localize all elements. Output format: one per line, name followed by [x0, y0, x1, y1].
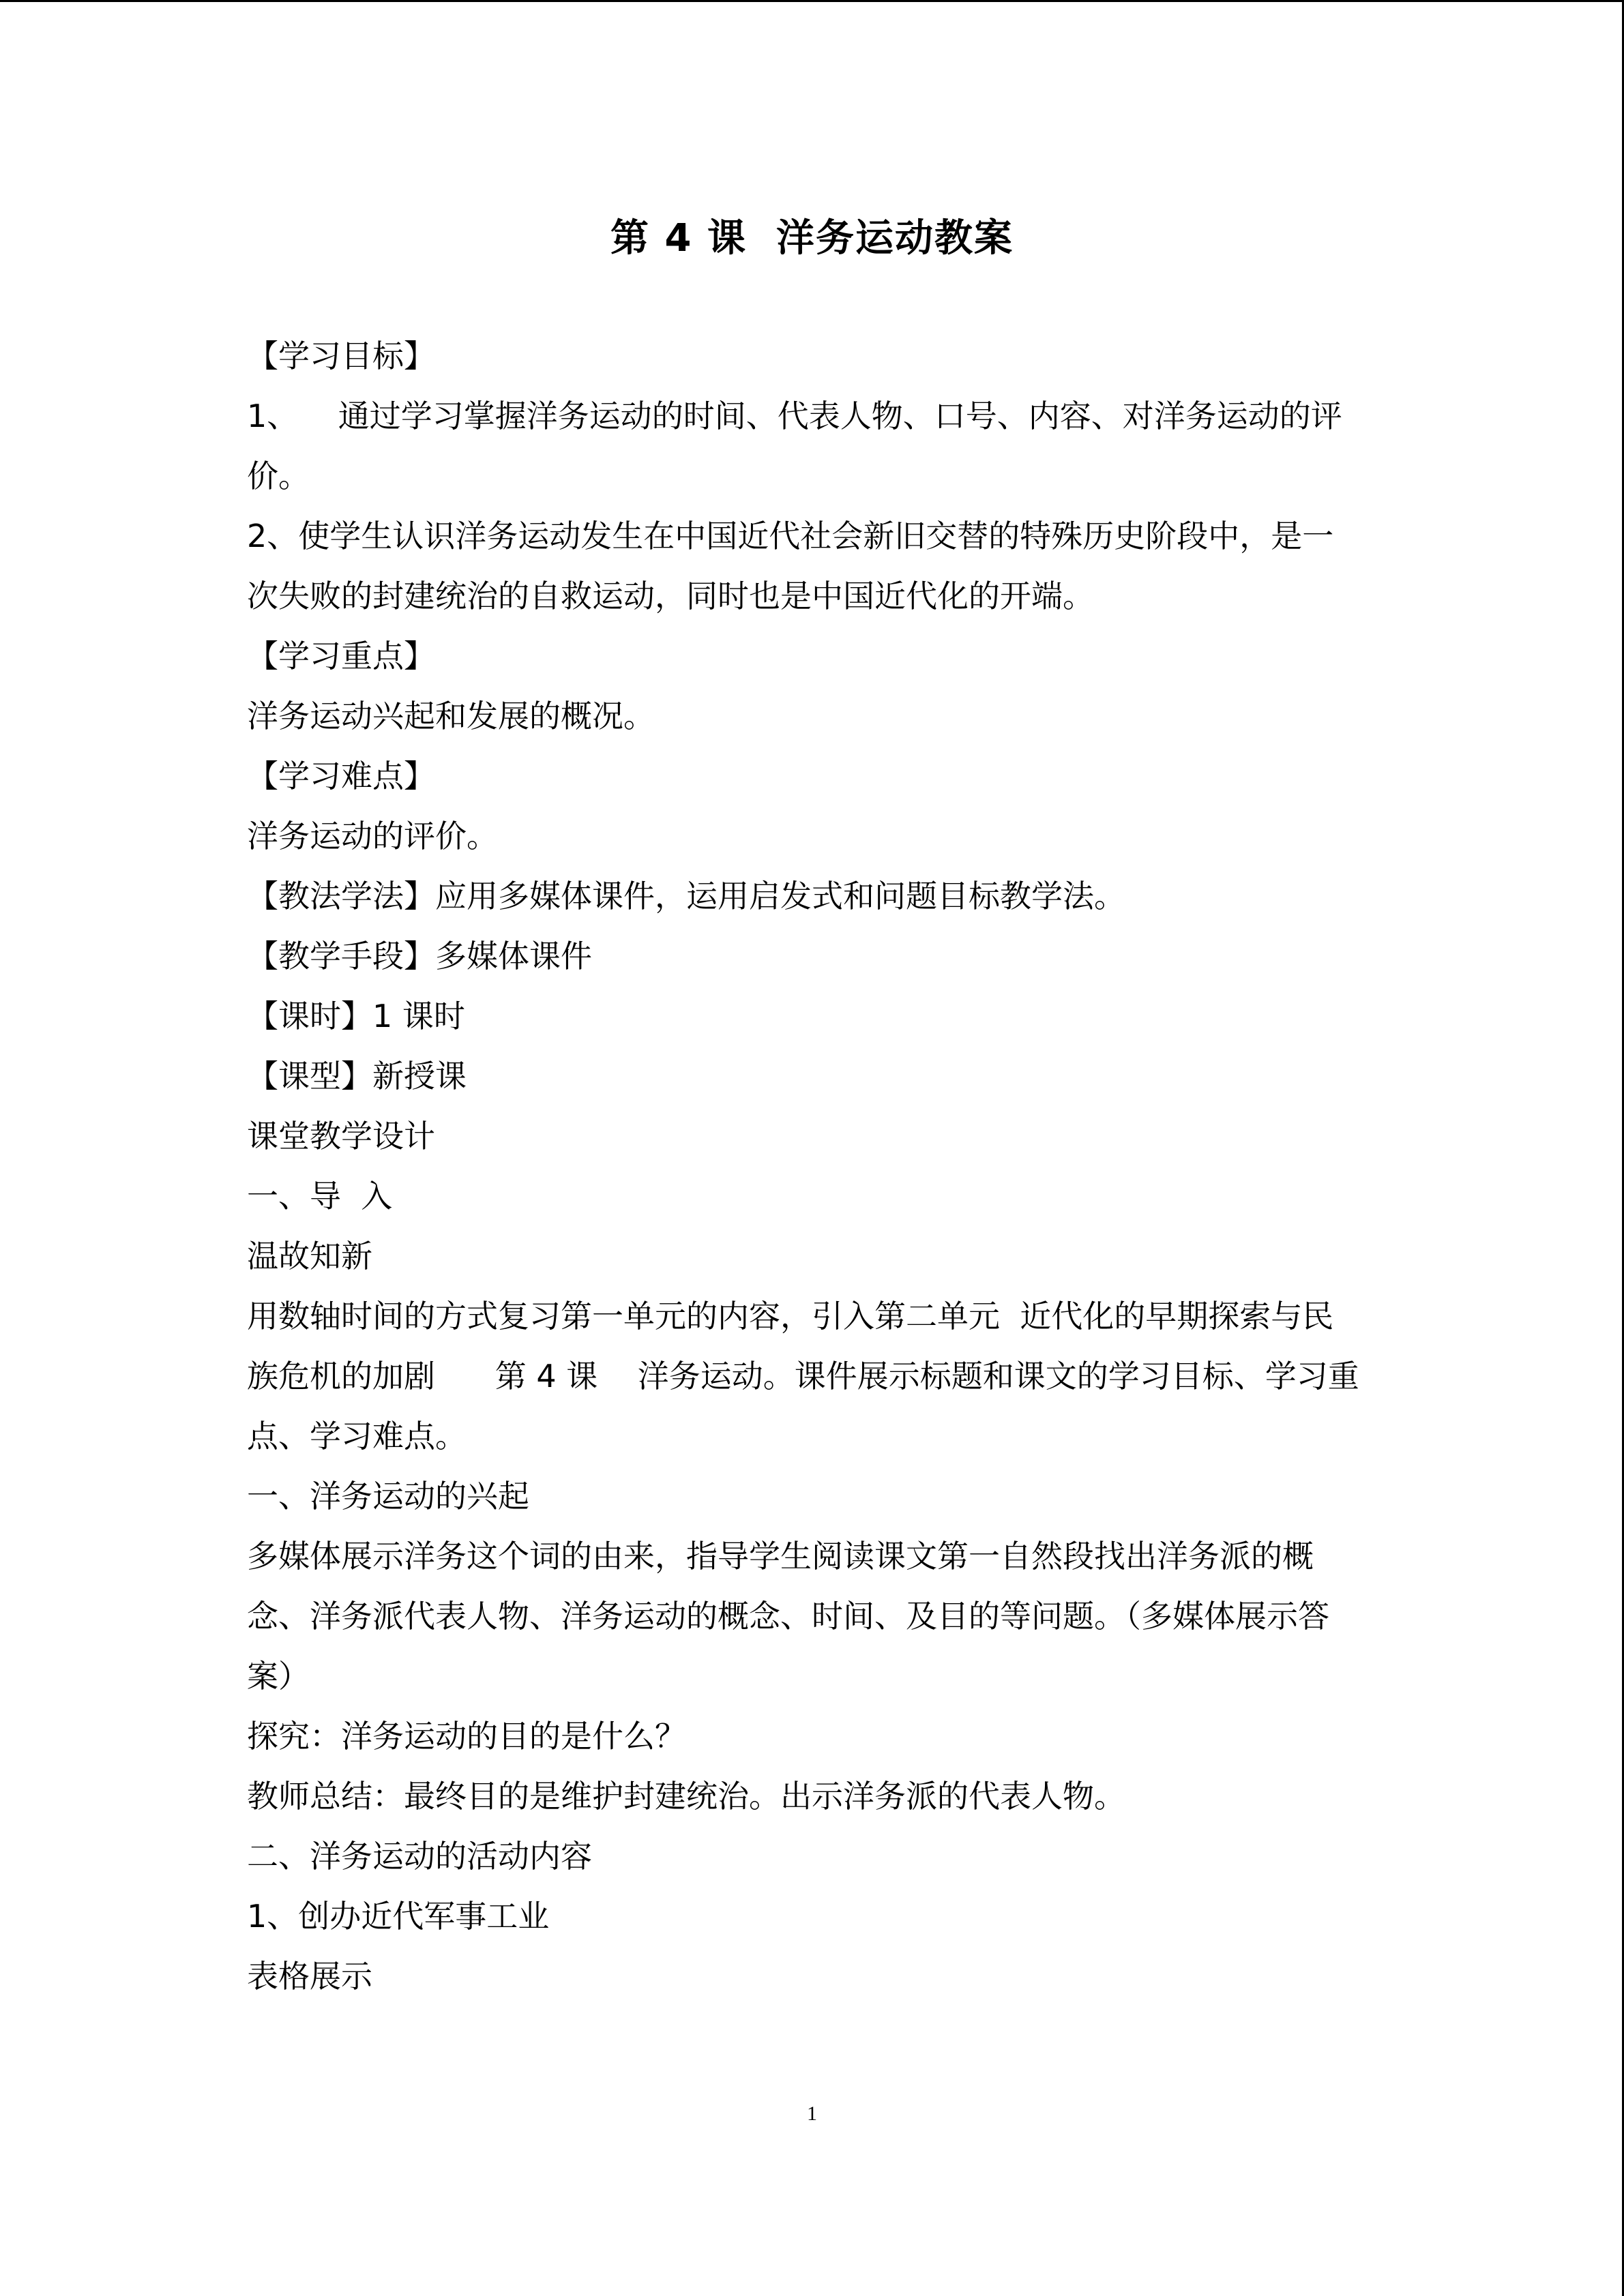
- paragraph-line: 价。: [247, 458, 310, 494]
- paragraph-line: 念、洋务派代表人物、洋务运动的概念、时间、及目的等问题。（多媒体展示答: [247, 1598, 1329, 1635]
- paragraph-line: 洋务运动兴起和发展的概况。: [247, 698, 655, 734]
- paragraph-line: 多媒体展示洋务这个词的由来，指导学生阅读课文第一自然段找出洋务派的概: [247, 1538, 1314, 1575]
- paragraph-line: 1、 通过学习掌握洋务运动的时间、代表人物、口号、内容、对洋务运动的评: [247, 398, 1342, 434]
- paragraph-line: 洋务运动的评价。: [247, 818, 498, 854]
- section-heading-lesson-type: 【课型】新授课: [247, 1058, 467, 1094]
- section-heading-rise: 一、洋务运动的兴起: [247, 1478, 529, 1515]
- section-heading-teaching-design: 课堂教学设计: [247, 1118, 435, 1154]
- section-heading-activities: 二、洋务运动的活动内容: [247, 1838, 592, 1875]
- paragraph-line: 温故知新: [247, 1238, 372, 1274]
- paragraph-line: 表格展示: [247, 1958, 372, 1995]
- paragraph-line: 教师总结：最终目的是维护封建统治。出示洋务派的代表人物。: [247, 1778, 1125, 1815]
- paragraph-line: 用数轴时间的方式复习第一单元的内容，引入第二单元 近代化的早期探索与民: [247, 1298, 1334, 1335]
- paragraph-line: 点、学习难点。: [247, 1418, 467, 1455]
- paragraph-line: 2、使学生认识洋务运动发生在中国近代社会新旧交替的特殊历史阶段中，是一: [247, 518, 1334, 554]
- document-body: [247, 326, 1379, 2006]
- page-top-border: [0, 0, 1624, 2]
- paragraph-line: 1、创办近代军事工业: [247, 1898, 550, 1935]
- paragraph-line: 族危机的加剧 第 4 课 洋务运动。课件展示标题和课文的学习目标、学习重: [247, 1358, 1359, 1395]
- page-number: 1: [807, 2102, 817, 2125]
- section-heading-introduction: 一、导 入: [247, 1178, 393, 1214]
- section-heading-difficulties: 【学习难点】: [247, 758, 435, 794]
- paragraph-line: 探究：洋务运动的目的是什么？: [247, 1718, 686, 1755]
- section-heading-key-points: 【学习重点】: [247, 638, 435, 674]
- section-heading-teaching-methods: 【教法学法】应用多媒体课件，运用启发式和问题目标教学法。: [247, 878, 1125, 914]
- paragraph-line: 案）: [247, 1658, 310, 1695]
- document-title: 第 4 课 洋务运动教案: [610, 216, 1014, 260]
- section-heading-learning-objectives: 【学习目标】: [247, 338, 435, 374]
- section-heading-teaching-means: 【教学手段】多媒体课件: [247, 938, 592, 974]
- section-heading-class-hours: 【课时】1 课时: [247, 998, 465, 1034]
- paragraph-line: 次失败的封建统治的自救运动，同时也是中国近代化的开端。: [247, 578, 1094, 614]
